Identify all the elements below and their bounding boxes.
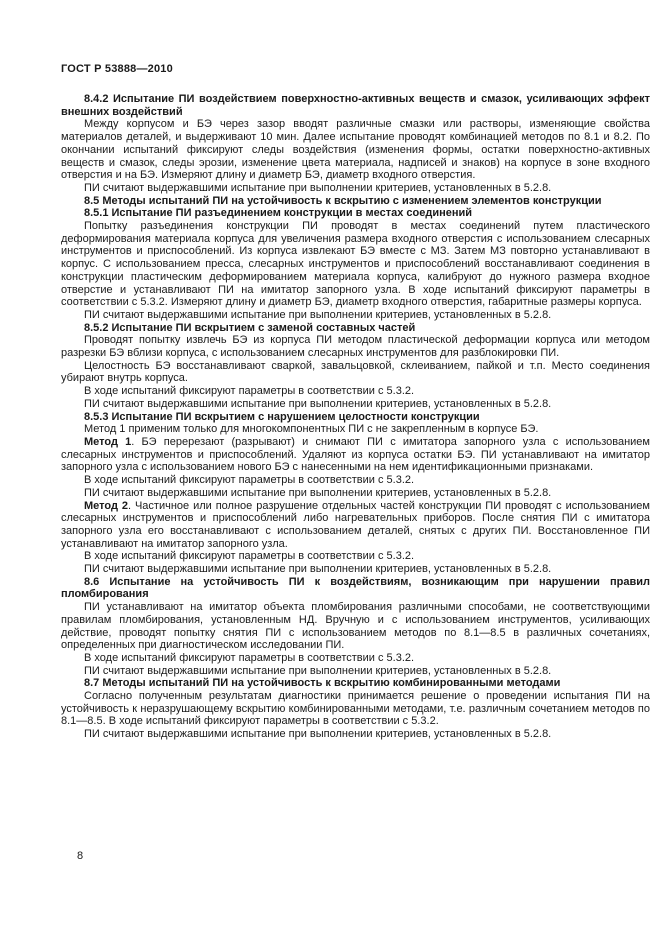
paragraph bbox=[61, 436, 650, 474]
standard-designation-header: ГОСТ Р 53888—2010 bbox=[61, 63, 173, 75]
text-run: Метод 1 bbox=[84, 435, 132, 448]
paragraph bbox=[61, 474, 650, 487]
text-run: ПИ считают выдержавшими испытание при выполнении критериев, установленных в 5.2.8. bbox=[84, 486, 552, 499]
text-run: ПИ устанавливают на имитатор объекта пломбирования различными способами, не соответствующими правилам пломбирования, установленным НД. Вручную и с использованием инструментов, усиливающих действие, проводят попытку снятия ПИ с использованием методов по 8.1—8.5 в различных сочетаниях, определенных при диагностическом исследовании ПИ. bbox=[61, 601, 650, 652]
paragraph bbox=[61, 220, 650, 309]
paragraph bbox=[61, 500, 650, 551]
text-run: В ходе испытаний фиксируют параметры в соответствии с 5.3.2. bbox=[84, 474, 415, 487]
paragraph bbox=[61, 690, 650, 728]
text-run: 8.5 Методы испытаний ПИ на устойчивость к вскрытию с изменением элементов конструкции bbox=[84, 194, 602, 207]
section-heading bbox=[61, 677, 650, 690]
section-heading bbox=[61, 207, 650, 220]
paragraph bbox=[61, 563, 650, 576]
paragraph bbox=[61, 385, 650, 398]
paragraph bbox=[61, 550, 650, 563]
text-run: Метод 1 применим только для многокомпонентных ПИ с не закрепленным в корпусе БЭ. bbox=[84, 423, 539, 436]
paragraph bbox=[61, 398, 650, 411]
paragraph bbox=[61, 360, 650, 385]
paragraph bbox=[61, 423, 650, 436]
text-run: 8.5.2 Испытание ПИ вскрытием с заменой составных частей bbox=[84, 321, 416, 334]
text-run: Попытку разъединения конструкции ПИ проводят в местах соединений путем пластического деформирования материала корпуса для увеличения размера входного отверстия с использованием слесарных инструментов и приспособлений. Из корпуса извлекают БЭ вместе с МЗ. Затем МЗ повторно устанавливают в корпус. С использованием пресса, слесарных инструментов и приспособлений восстанавливают соединения в конструкции пластическим деформированием материала корпуса, калибруют до нужного размера входное отверстие и устанавливают ПИ на имитатор запорного узла. В ходе испытаний фиксируют параметры в соответствии с 5.3.2. Измеряют длину и диаметр БЭ, диаметр входного отверстия, габаритные размеры корпуса. bbox=[61, 220, 650, 309]
text-run: ПИ считают выдержавшими испытание при выполнении критериев, установленных в 5.2.8. bbox=[84, 308, 552, 321]
document-body bbox=[61, 93, 650, 741]
paragraph bbox=[61, 665, 650, 678]
text-run: 8.5.3 Испытание ПИ вскрытием с нарушением целостности конструкции bbox=[84, 410, 480, 423]
text-run: ПИ считают выдержавшими испытание при выполнении критериев, установленных в 5.2.8. bbox=[84, 181, 552, 194]
page-number: 8 bbox=[77, 850, 84, 862]
text-run: В ходе испытаний фиксируют параметры в соответствии с 5.3.2. bbox=[84, 651, 415, 664]
paragraph bbox=[61, 728, 650, 741]
text-run: 8.4.2 Испытание ПИ воздействием поверхностно-активных веществ и смазок, усиливающих эффект внешних воздействий bbox=[61, 93, 650, 118]
text-run: ПИ считают выдержавшими испытание при выполнении критериев, установленных в 5.2.8. bbox=[84, 563, 552, 576]
text-run: . Частичное или полное разрушение отдельных частей конструкции ПИ проводят с использованием слесарных инструментов и приспособлений либо нагревательных приборов. После снятия ПИ с имитатора запорного узла его восстанавливают с использованием деталей, снятых с других ПИ. Восстановленное ПИ устанавливают на имитатор запорного узла. bbox=[61, 499, 650, 550]
text-run: Проводят попытку извлечь БЭ из корпуса ПИ методом пластической деформации корпуса или методом разрезки БЭ вблизи корпуса, с использованием слесарных инструментов для разблокировки ПИ. bbox=[61, 334, 650, 360]
text-run: 8.6 Испытание на устойчивость ПИ к воздействиям, возникающим при нарушении правил пломбирования bbox=[61, 575, 650, 601]
paragraph bbox=[61, 652, 650, 665]
text-run: ПИ считают выдержавшими испытание при выполнении критериев, установленных в 5.2.8. bbox=[84, 397, 552, 410]
text-run: Метод 2 bbox=[84, 499, 128, 512]
text-run: В ходе испытаний фиксируют параметры в соответствии с 5.3.2. bbox=[84, 550, 415, 563]
paragraph bbox=[61, 182, 650, 195]
paragraph bbox=[61, 309, 650, 322]
text-run: В ходе испытаний фиксируют параметры в соответствии с 5.3.2. bbox=[84, 385, 415, 398]
text-run: ПИ считают выдержавшими испытание при выполнении критериев, установленных в 5.2.8. bbox=[84, 664, 552, 677]
paragraph bbox=[61, 118, 650, 182]
paragraph bbox=[61, 334, 650, 359]
text-run: Целостность БЭ восстанавливают сваркой, завальцовкой, склеиванием, пайкой и т.п. Место соединения убирают внутрь корпуса. bbox=[61, 359, 650, 385]
text-run: Согласно полученным результатам диагностики принимается решение о проведении испытания ПИ на устойчивость к неразрушающему вскрытию комбинированными методами, т.е. различным сочетанием методов по 8.1—8.5. В ходе испытаний фиксируют параметры в соответствии с 5.3.2. bbox=[61, 690, 650, 728]
section-heading bbox=[61, 195, 650, 208]
text-run: 8.7 Методы испытаний ПИ на устойчивость к вскрытию комбинированными методами bbox=[84, 677, 561, 690]
section-heading bbox=[61, 93, 650, 118]
section-heading bbox=[61, 576, 650, 601]
paragraph bbox=[61, 487, 650, 500]
text-run: Между корпусом и БЭ через зазор вводят различные смазки или растворы, изменяющие свойства материалов деталей, и выдерживают 10 мин. Далее испытание проводят комбинацией методов по 8.1 и 8.2. По окончании испытаний фиксируют следы воздействия (изменения формы, остатки поверхностно-активных веществ и смазок, следы эрозии, изменение цвета материала, надписей и знаков) на корпусе в зоне входного отверстия и на БЭ. Измеряют длину и диаметр БЭ, диаметр входного отверстия. bbox=[61, 118, 650, 182]
text-run: . БЭ перерезают (разрывают) и снимают ПИ с имитатора запорного узла с использованием слесарных инструментов и приспособлений. Удаляют из корпуса остатки БЭ. ПИ устанавливают на имитатор запорного узла с использованием нового БЭ с нанесенными на нем идентификационными признаками. bbox=[61, 435, 650, 474]
text-run: ПИ считают выдержавшими испытание при выполнении критериев, установленных в 5.2.8. bbox=[84, 728, 552, 741]
section-heading bbox=[61, 411, 650, 424]
text-run: 8.5.1 Испытание ПИ разъединением конструкции в местах соединений bbox=[84, 207, 473, 220]
paragraph bbox=[61, 601, 650, 652]
section-heading bbox=[61, 322, 650, 335]
